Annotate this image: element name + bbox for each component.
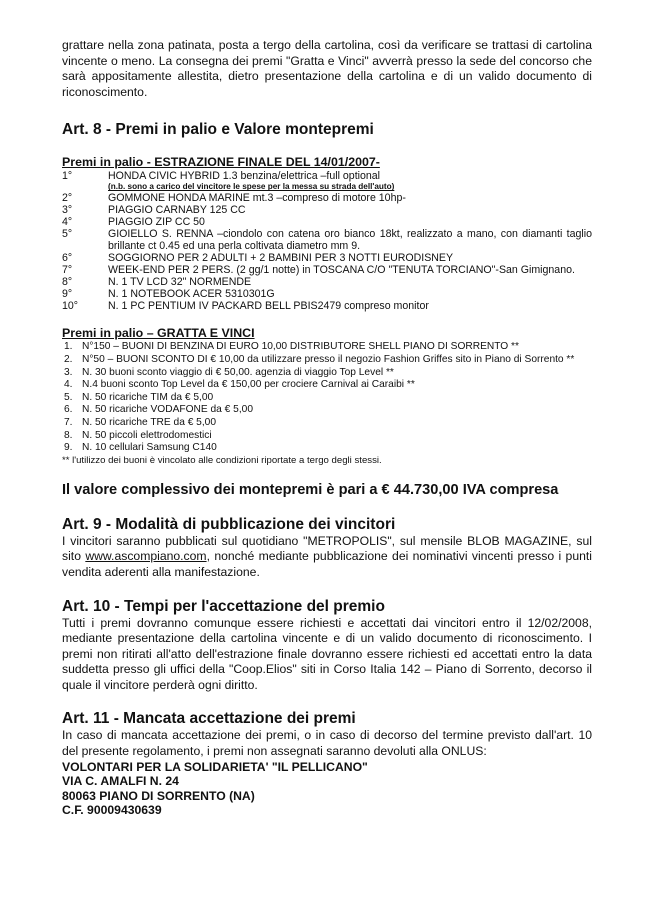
gratta-row xyxy=(62,354,592,367)
prize-description xyxy=(108,252,592,264)
gratta-row xyxy=(62,404,592,417)
estrazione-title: Premi in palio - ESTRAZIONE FINALE DEL 14/01/2007- xyxy=(62,155,380,170)
prize-description xyxy=(108,228,592,252)
prize-description-text: SOGGIORNO PER 2 ADULTI + 2 BAMBINI PER 3 NOTTI EURODISNEY xyxy=(108,252,454,265)
onlus-address: VIA C. AMALFI N. 24 xyxy=(62,774,179,789)
prize-description xyxy=(108,170,592,192)
prize-rank: 9° xyxy=(62,288,73,301)
prize-rank: 8° xyxy=(62,276,73,289)
document-page xyxy=(62,38,592,818)
prize-description-text: WEEK-END PER 2 PERS. (2 gg/1 notte) in TOSCANA C/O "TENUTA TORCIANO"-San Gimignano. xyxy=(108,264,575,277)
prize-rank: 1° xyxy=(62,170,73,183)
estrazione-list xyxy=(62,170,592,312)
gratta-number: 2. xyxy=(64,353,73,365)
prize-rank: 7° xyxy=(62,264,73,277)
gratta-number: 6. xyxy=(64,404,73,416)
prize-description xyxy=(108,300,592,312)
prize-row xyxy=(62,228,592,252)
gratta-section xyxy=(62,326,592,466)
prize-row xyxy=(62,170,592,192)
prize-description xyxy=(108,216,592,228)
art9-text-after: , nonché mediante pubblicazione dei nominativi vincenti presso i punti vendita aderenti alla manifestazione. xyxy=(62,549,592,579)
prize-row xyxy=(62,204,592,216)
gratta-description: N°150 – BUONI DI BENZINA DI EURO 10,00 DISTRIBUTORE SHELL PIANO DI SORRENTO ** xyxy=(82,341,519,353)
art10-heading: Art. 10 - Tempi per l'accettazione del premio xyxy=(62,597,385,615)
art10-paragraph: Tutti i premi dovranno comunque essere richiesti e accettati dai vincitori entro il 12/02/2008, mediante presentazione della cartolina vincente e di un valido documento di riconoscimento. I premi non ritirati all'atto dell'estrazione finale dovranno essere richiesti ed accettati entro la data suddetta presso gli uffici della "Coop.Elios" siti in Corso Italia 142 – Piano di Sorrento, decorso il quale il vincitore perderà ogni diritto. xyxy=(62,615,592,692)
gratta-row xyxy=(62,341,592,354)
gratta-number: 4. xyxy=(64,379,73,391)
art11-heading: Art. 11 - Mancata accettazione dei premi xyxy=(62,710,356,728)
gratta-number: 7. xyxy=(64,416,73,428)
prize-description-text: N. 1 PC PENTIUM IV PACKARD BELL PBIS2479 compreso monitor xyxy=(108,300,429,313)
art9-paragraph xyxy=(62,534,592,581)
onlus-block xyxy=(62,760,592,818)
gratta-number: 8. xyxy=(64,429,73,441)
prize-description xyxy=(108,288,592,300)
prize-description-text: N. 1 NOTEBOOK ACER 5310301G xyxy=(108,288,275,301)
gratta-list xyxy=(62,341,592,454)
prize-note: (n.b. sono a carico del vincitore le spese per la messa su strada dell'auto) xyxy=(108,182,395,192)
gratta-number: 3. xyxy=(64,366,73,378)
total-value: Il valore complessivo dei montepremi è pari a € 44.730,00 IVA compresa xyxy=(62,481,559,498)
art9-text-before: I vincitori saranno pubblicati sul quotidiano "METROPOLIS", sul mensile BLOB MAGAZINE, sul sito xyxy=(62,533,592,564)
gratta-number: 5. xyxy=(64,391,73,403)
prize-rank: 10° xyxy=(62,300,79,313)
gratta-description: N. 30 buoni sconto viaggio di € 50,00. agenzia di viaggio Top Level ** xyxy=(82,366,394,378)
prize-row xyxy=(62,300,592,312)
prize-description-text: PIAGGIO CARNABY 125 CC xyxy=(108,204,246,217)
art8-heading: Art. 8 - Premi in palio e Valore montepremi xyxy=(62,121,374,139)
prize-description-text: PIAGGIO ZIP CC 50 xyxy=(108,216,205,229)
gratta-row xyxy=(62,430,592,443)
gratta-description: N.4 buoni sconto Top Level da € 150,00 per crociere Carnival ai Caraibi ** xyxy=(82,379,415,391)
prize-rank: 3° xyxy=(62,204,73,217)
prize-rank: 2° xyxy=(62,192,73,205)
prize-description xyxy=(108,192,592,204)
onlus-city: 80063 PIANO DI SORRENTO (NA) xyxy=(62,788,255,803)
estrazione-section xyxy=(62,155,592,312)
onlus-tax-code: C.F. 90009430639 xyxy=(62,803,162,818)
prize-row xyxy=(62,252,592,264)
prize-row xyxy=(62,276,592,288)
website-link[interactable]: www.ascompiano.com xyxy=(85,549,207,564)
prize-description xyxy=(108,276,592,288)
prize-description xyxy=(108,264,592,276)
onlus-name: VOLONTARI PER LA SOLIDARIETA' "IL PELLICANO" xyxy=(62,759,368,774)
prize-description xyxy=(108,204,592,216)
gratta-description: N. 50 ricariche VODAFONE da € 5,00 xyxy=(82,404,253,416)
prize-rank: 5° xyxy=(62,228,73,241)
prize-rank: 6° xyxy=(62,252,73,265)
gratta-title: Premi in palio – GRATTA E VINCI xyxy=(62,326,255,341)
prize-description-text: GIOIELLO S. RENNA –ciondolo con catena oro bianco 18kt, realizzato a mano, con diamanti taglio brillante ct 0.45 ed una perla coltivata diametro mm 9. xyxy=(108,228,592,253)
prize-rank: 4° xyxy=(62,216,73,229)
gratta-row xyxy=(62,417,592,430)
gratta-description: N. 50 piccoli elettrodomestici xyxy=(82,429,212,441)
gratta-row xyxy=(62,379,592,392)
intro-paragraph: grattare nella zona patinata, posta a tergo della cartolina, così da verificare se trattasi di cartolina vincente o meno. La consegna dei premi "Gratta e Vinci" avverrà presso la sede del concorso che sarà appositamente allestita, dietro presentazione della cartolina e di un valido documento di riconoscimento. xyxy=(62,38,592,99)
prize-row xyxy=(62,192,592,204)
prize-description-text: N. 1 TV LCD 32" NORMENDE xyxy=(108,276,252,289)
gratta-description: N. 10 cellulari Samsung C140 xyxy=(82,442,217,454)
art9-heading: Art. 9 - Modalità di pubblicazione dei vincitori xyxy=(62,515,396,533)
gratta-row xyxy=(62,442,592,455)
prize-row xyxy=(62,216,592,228)
gratta-description: N. 50 ricariche TIM da € 5,00 xyxy=(82,391,214,403)
prize-row xyxy=(62,288,592,300)
gratta-row xyxy=(62,392,592,405)
gratta-footnote: ** l'utilizzo dei buoni è vincolato alle condizioni riportate a tergo degli stessi. xyxy=(62,454,382,466)
prize-description-text: HONDA CIVIC HYBRID 1.3 benzina/elettrica –full optional xyxy=(108,170,381,183)
gratta-description: N. 50 ricariche TRE da € 5,00 xyxy=(82,416,217,428)
gratta-number: 1. xyxy=(64,341,73,353)
gratta-number: 9. xyxy=(64,442,73,454)
gratta-row xyxy=(62,367,592,380)
prize-description-text: GOMMONE HONDA MARINE mt.3 –compreso di motore 10hp- xyxy=(108,192,406,205)
art11-paragraph: In caso di mancata accettazione dei premi, o in caso di decorso del termine previsto dall'art. 10 del presente regolamento, i premi non assegnati saranno devoluti alla ONLUS: xyxy=(62,728,592,759)
prize-row xyxy=(62,264,592,276)
gratta-description: N°50 – BUONI SCONTO DI € 10,00 da utilizzare presso il negozio Fashion Griffes sito in Piano di Sorrento ** xyxy=(82,353,575,365)
